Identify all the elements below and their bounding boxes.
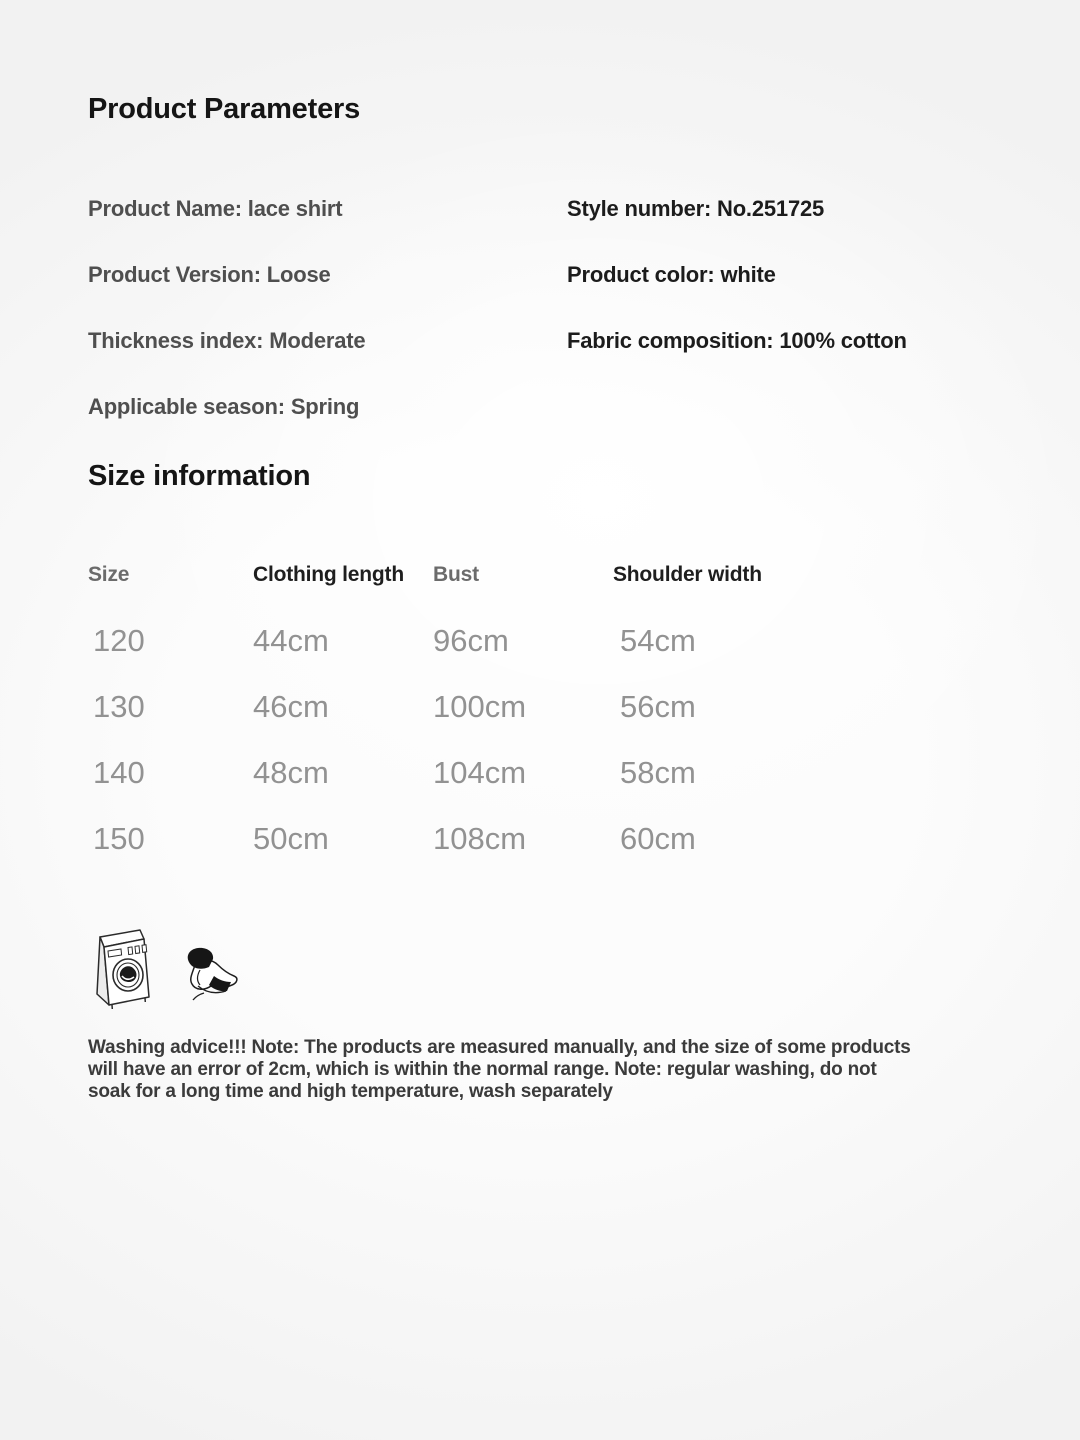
header-bust: Bust [433,563,479,586]
style-number-label: Style number: No.251725 [567,196,825,221]
table-row [88,756,1080,790]
washing-advice-text: Washing advice!!! Note: The products are measured manually, and the size of some products will have an error of 2cm, which is within the normal range. Note: regular washing, do not soak for a long time and high temperature, wash separately [88,1037,911,1102]
size-table [88,549,1080,856]
param-row-name-style [88,196,1080,222]
product-version-label: Product Version: Loose [88,262,331,287]
param-row-thickness-fabric [88,328,1080,354]
thickness-index-label: Thickness index: Moderate [88,328,366,353]
product-name-label: Product Name: lace shirt [88,196,343,221]
applicable-season-label: Applicable season: Spring [88,394,360,419]
bust-value: 104cm [433,755,527,790]
product-parameters-title: Product Parameters [88,93,361,125]
table-row [88,690,1080,724]
size-table-header-row [88,549,1080,601]
washing-machine-door [113,959,143,991]
table-row [88,822,1080,856]
header-clothing-length: Clothing length [253,563,404,586]
size-information-title: Size information [88,460,311,492]
crouching-figure-icon [188,948,237,1000]
laundry-illustration [88,925,258,1010]
param-row-season [88,394,1080,420]
care-icons [88,925,258,1010]
fabric-composition-label: Fabric composition: 100% cotton [567,328,907,353]
bust-value: 108cm [433,821,527,856]
header-shoulder-width: Shoulder width [613,563,762,586]
bust-value: 96cm [433,623,509,658]
shoulder-width-value: 60cm [620,821,696,856]
product-color-label: Product color: white [567,262,776,287]
size-table-body [88,624,1080,856]
table-row [88,624,1080,658]
param-row-version-color [88,262,1080,288]
size-value: 150 [93,821,145,856]
size-value: 140 [93,755,145,790]
product-parameters-list [88,196,1080,420]
bust-value: 100cm [433,689,527,724]
clothing-length-value: 44cm [253,623,329,658]
clothing-length-value: 46cm [253,689,329,724]
shoulder-width-value: 54cm [620,623,696,658]
clothing-length-value: 48cm [253,755,329,790]
size-value: 120 [93,623,145,658]
header-size: Size [88,563,130,586]
shoulder-width-value: 56cm [620,689,696,724]
size-value: 130 [93,689,145,724]
clothing-length-value: 50cm [253,821,329,856]
shoulder-width-value: 58cm [620,755,696,790]
